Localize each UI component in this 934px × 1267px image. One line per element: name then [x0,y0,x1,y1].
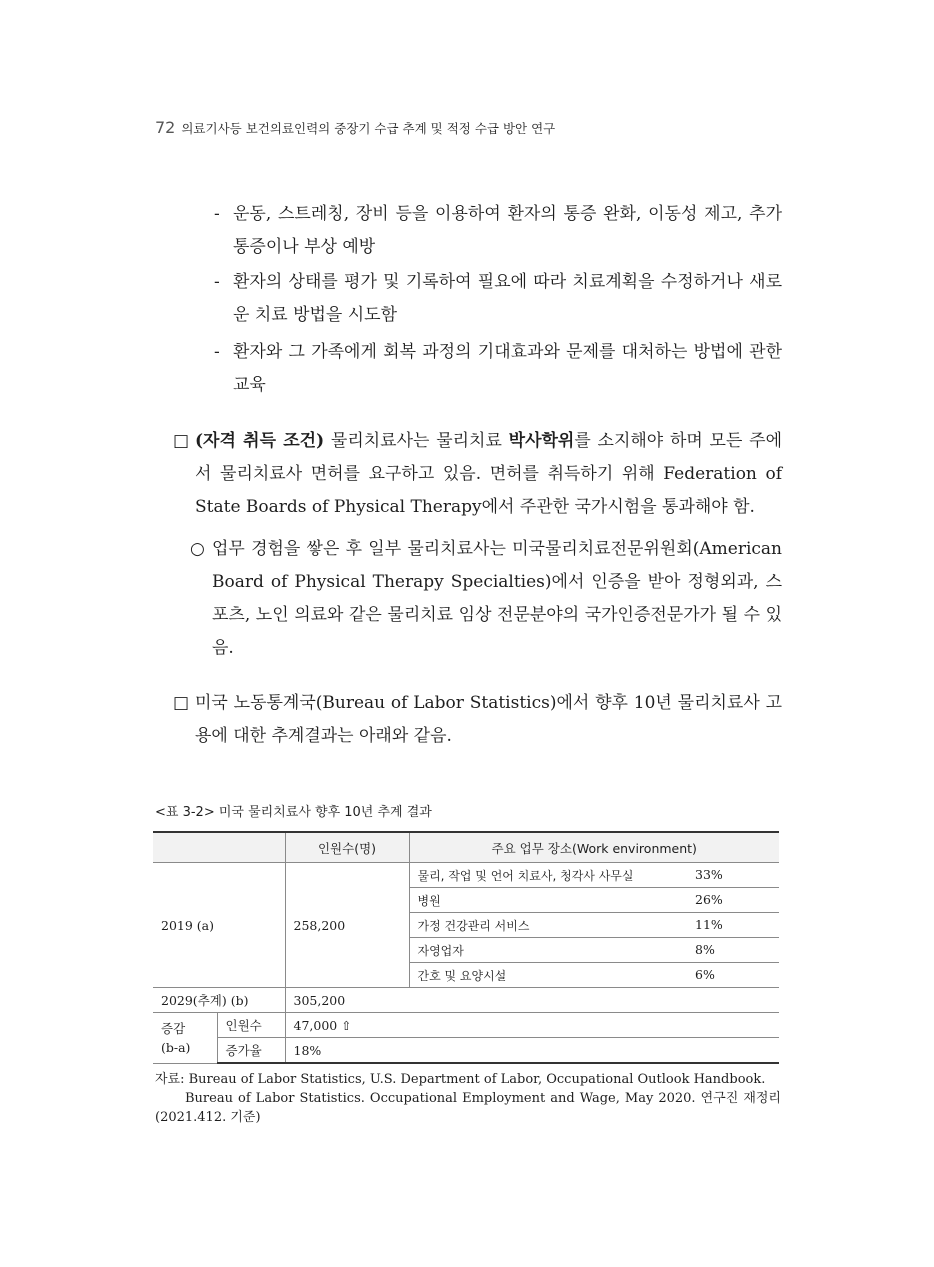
specialist-paragraph [190,533,782,665]
env-cell [409,913,779,938]
row-2019-value: 258,200 [285,863,409,988]
header-people: 인원수(명) [285,832,409,863]
change-rate-value: 18% [285,1038,779,1064]
row-2029-value: 305,200 [285,988,779,1013]
qualification-paragraph [173,425,782,524]
dash-item-3 [214,336,782,402]
env-pct: 26% [695,891,723,907]
bls-paragraph [173,687,782,753]
change-label: 증감 (b-a) [153,1013,217,1064]
header-blank-cell [153,832,285,863]
source-line-1: 자료: Bureau of Labor Statistics, U.S. Department of Labor, Occupational Outlook Handbook. [155,1072,766,1087]
change-rate-label: 증가율 [217,1038,285,1064]
qualification-text [195,425,782,524]
running-header [155,118,555,137]
change-people-value: 47,000 ⇧ [285,1013,779,1038]
bls-text: 미국 노동통계국(Bureau of Labor Statistics)에서 향후 10년 물리치료사 고용에 대한 추계결과는 아래와 같음. [195,693,782,746]
dash-marker: - [214,272,220,292]
doctorate-emphasis: 박사학위 [508,431,575,451]
qualification-text-b: 를 소지해야 하며 모든 주에서 물리치료사 면허를 요구하고 있음. 면허를 취득하기 위해 Federation of State Boards of Physical Therapy에서 주관한 국가시험을 통과해야 함. [195,431,782,517]
square-bullet: □ [173,693,190,713]
env-cell [409,888,779,913]
env-cell [409,863,779,888]
env-cell [409,963,779,988]
square-bullet: □ [173,431,190,451]
dash-marker: - [214,342,220,362]
circle-bullet: ○ [190,539,205,559]
qualification-label: (자격 취득 조건) [195,431,325,451]
env-name: 병원 [417,893,441,908]
table-header-row [153,832,779,863]
source-line-2: Bureau of Labor Statistics. Occupational Employment and Wage, May 2020. 연구진 재정리 (2021.412. 기준) [155,1091,781,1125]
dash-item-text: 환자의 상태를 평가 및 기록하여 필요에 따라 치료계획을 수정하거나 새로운 치료 방법을 시도함 [233,272,782,325]
dash-marker: - [214,204,220,224]
header-environment: 주요 업무 장소(Work environment) [409,832,779,863]
dash-item-2 [214,266,782,332]
page-number: 72 [155,118,176,137]
running-title: 의료기사등 보건의료인력의 중장기 수급 추계 및 적정 수급 방안 연구 [181,121,556,136]
env-name: 간호 및 요양시설 [417,968,507,983]
dash-item-text: 운동, 스트레칭, 장비 등을 이용하여 환자의 통증 완화, 이동성 제고, 추가 통증이나 부상 예방 [233,204,782,257]
table-row [153,988,779,1013]
table-row [153,1013,779,1038]
env-pct: 8% [695,941,715,957]
env-pct: 33% [695,866,723,882]
env-name: 자영업자 [417,943,464,958]
table-row [153,863,779,888]
projection-table [153,831,779,1064]
row-2029-label: 2029(추계) (b) [153,988,285,1013]
change-people-label: 인원수 [217,1013,285,1038]
env-name: 물리, 작업 및 언어 치료사, 청각사 사무실 [417,868,634,883]
env-pct: 11% [695,916,723,932]
table-source-note [155,1070,781,1127]
table-title: <표 3-2> 미국 물리치료사 향후 10년 추계 결과 [155,805,432,820]
dash-item-1 [214,198,782,264]
env-name: 가정 건강관리 서비스 [417,918,530,933]
table-row [153,1038,779,1064]
env-pct: 6% [695,966,715,982]
dash-item-text: 환자와 그 가족에게 회복 과정의 기대효과와 문제를 대처하는 방법에 관한 교육 [233,342,782,395]
row-2019-label: 2019 (a) [153,863,285,988]
specialist-text: 업무 경험을 쌓은 후 일부 물리치료사는 미국물리치료전문위원회(American Board of Physical Therapy Specialties)에서 인증을 받아 정형외과, 스포츠, 노인 의료와 같은 물리치료 임상 전문분야의 국가인증전문가가 될 수 있음. [212,539,782,658]
qualification-text-a: 물리치료사는 물리치료 [324,431,509,451]
env-cell [409,938,779,963]
